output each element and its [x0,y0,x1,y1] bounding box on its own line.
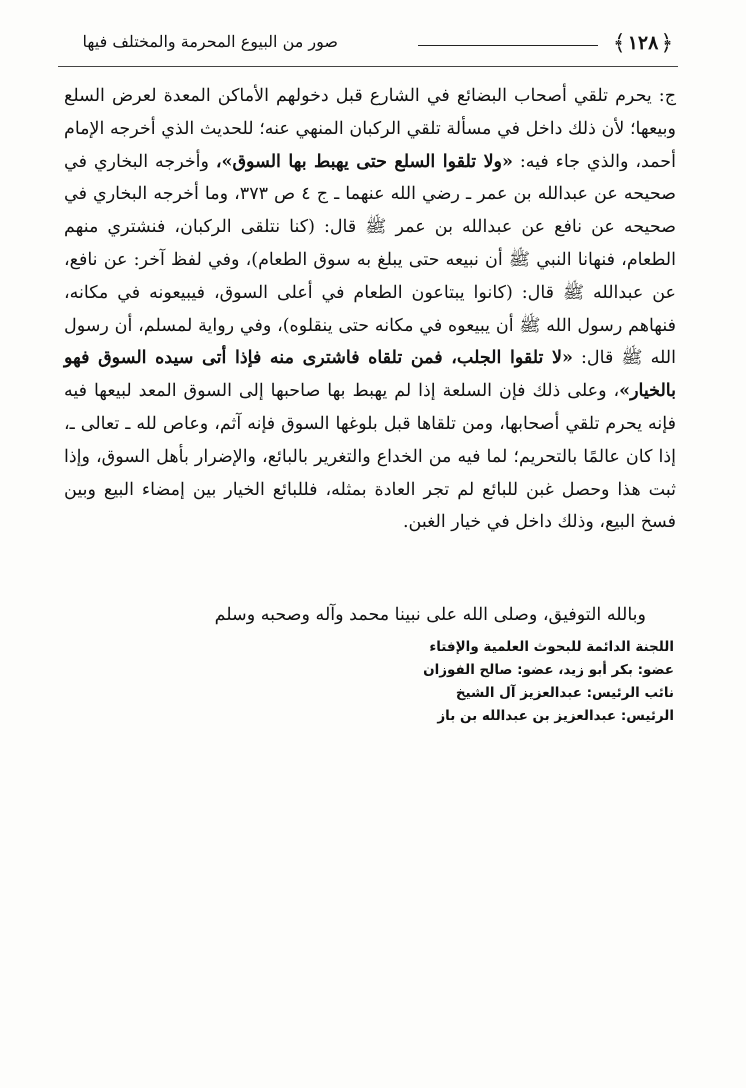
header-divider [58,66,678,67]
closing-line: وبالله التوفيق، وصلى الله على نبينا محمد وآله وصحبه وسلم [214,605,646,625]
page-header [58,28,678,68]
hadith-quote-2: «لا تلقوا الجلب، فمن تلقاه فاشترى منه فإذا أتى سيده السوق فهو بالخيار» [64,348,676,402]
body-segment-3: ، وعلى ذلك فإن السلعة إذا لم يهبط بها صاحبها إلى السوق المعد لبيعها فيه فإنه يحرم تلقي أصحابها، ومن تلقاها قبل بلوغها السوق فإنه آثم، وعاص لله ـ تعالى ـ، إذا كان عالمًا بالتحريم؛ لما فيه من الخداع والتغرير بالبائع، والإضرار بأهل السوق، وإذا ثبت هذا وحصل غبن للبائع لم تجر العادة بمثله، فللبائع الخيار بين إمضاء البيع وبين فسخ البيع، وذلك داخل في خيار الغبن. [64,381,676,533]
header-rule [418,45,598,46]
brace-open: ﴿ [660,30,674,56]
brace-close: ﴾ [612,30,626,56]
hadith-quote-1: «ولا تلقوا السلع حتى يهبط بها السوق»، [215,151,513,172]
committee-name: اللجنة الدائمة للبحوث العلمية والإفتاء [429,639,674,655]
page-number [608,28,678,58]
signature-block [300,636,674,728]
body-segment-2: وأخرجه البخاري في صحيحه عن عبدالله بن عمر ـ رضي الله عنهما ـ ج ٤ ص ٣٧٣، وما أخرجه البخاري في صحيحه عن نافع عن عبدالله بن عمر ﷺ قال: (كنا نتلقى الركبان، فنشتري منهم الطعام، فنهانا النبي ﷺ أن نبيعه حتى يبلغ به سوق الطعام)، وفي لفظ آخر: عن نافع، عن عبدالله ﷺ قال: (كانوا يبتاعون الطعام في أعلى السوق، فيبيعونه في مكانه، فنهاهم رسول الله ﷺ أن يبيعوه في مكانه حتى ينقلوه)، وفي رواية لمسلم، أن رسول الله ﷺ قال: [64,151,676,369]
body-text [64,80,676,539]
running-title: صور من البيوع المحرمة والمختلف فيها [82,32,338,51]
president: الرئيس: عبدالعزيز بن عبدالله بن باز [437,708,674,724]
body-segment-1: ج: يحرم تلقي أصحاب البضائع في الشارع قبل دخولهم الأماكن المعدة لعرض السلع وبيعها؛ لأن ذلك داخل في مسألة تلقي الركبان المنهي عنه؛ للحديث الذي أخرجه الإمام أحمد، والذي جاء فيه: [64,86,676,172]
page-number-value: ١٢٨ [627,32,659,54]
body-paragraph [64,80,676,539]
vice-president: نائب الرئيس: عبدالعزيز آل الشيخ [455,685,674,701]
committee-members: عضو: بكر أبو زيد، عضو: صالح الفوزان [423,662,674,678]
